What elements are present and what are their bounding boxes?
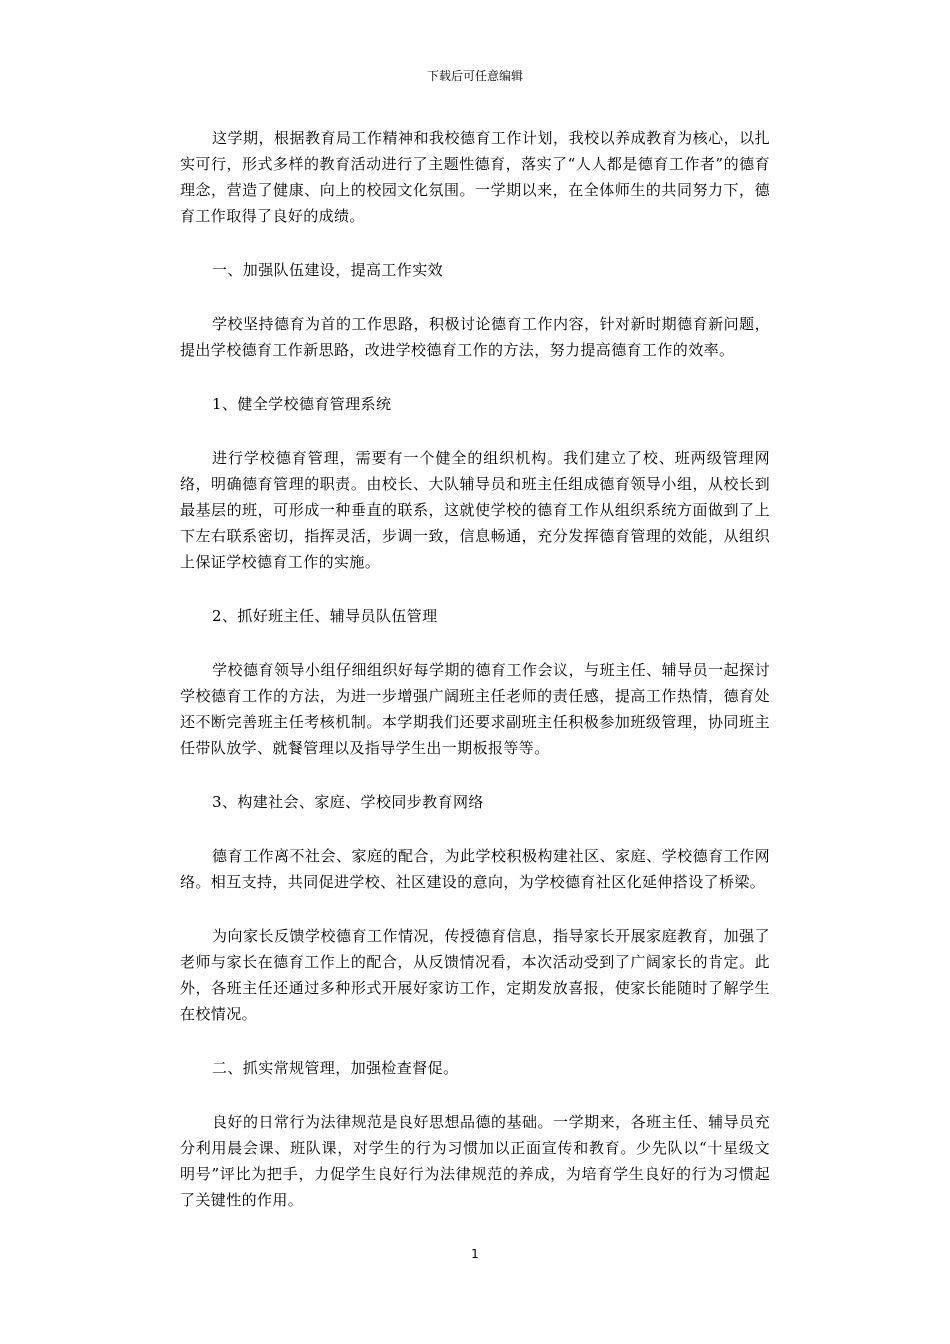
subsection-1-1-paragraph: 进行学校德育管理，需要有一个健全的组织机构。我们建立了校、班两级管理网络，明确德育管理的职责。由校长、大队辅导员和班主任组成德育领导小组，从校长到最基层的班，可形成一种垂直的联系，这就使学校的德育工作从组织系统方面做到了上下左右联系密切，指挥灵活，步调一致，信息畅通，充分发挥德育管理的效能，从组织上保证学校德育工作的实施。 xyxy=(180,449,770,571)
subsection-1-3-paragraph-a: 德育工作离不社会、家庭的配合，为此学校积极构建社区、家庭、学校德育工作网络。相互支持，共同促进学校、社区建设的意向，为学校德育社区化延伸搭设了桥梁。 xyxy=(180,847,770,891)
subsection-heading-1-1: 1、健全学校德育管理系统 xyxy=(212,395,392,413)
section-heading-2: 二、抓实常规管理，加强检查督促。 xyxy=(212,1059,459,1077)
page-number: 1 xyxy=(471,1247,479,1261)
subsection-1-2-paragraph: 学校德育领导小组仔细组织好每学期的德育工作会议，与班主任、辅导员一起探讨学校德育工作的方法，为进一步增强广阔班主任老师的责任感，提高工作热情，德育处还不断完善班主任考核机制。本学期我们还要求副班主任积极参加班级管理，协同班主任带队放学、就餐管理以及指导学生出一期板报等等。 xyxy=(180,661,770,757)
subsection-1-3-paragraph-b: 为向家长反馈学校德育工作情况，传授德育信息，指导家长开展家庭教育，加强了老师与家长在德育工作上的配合，从反馈情况看，本次活动受到了广阔家长的肯定。此外，各班主任还通过多种形式开展好家访工作，定期发放喜报，使家长能随时了解学生在校情况。 xyxy=(180,927,770,1023)
header-note: 下载后可任意编辑 xyxy=(426,69,523,83)
document-body xyxy=(180,125,770,1241)
subsection-heading-1-2: 2、抓好班主任、辅导员队伍管理 xyxy=(212,607,438,625)
section-2-paragraph: 良好的日常行为法律规范是良好思想品德的基础。一学期来，各班主任、辅导员充分利用晨会课、班队课，对学生的行为习惯加以正面宣传和教育。少先队以“十星级文明号”评比为把手，力促学生良好行为法律规范的养成，为培育学生良好的行为习惯起了关键性的作用。 xyxy=(180,1113,770,1209)
subsection-heading-1-3: 3、构建社会、家庭、学校同步教育网络 xyxy=(212,793,484,811)
section-1-paragraph: 学校坚持德育为首的工作思路，积极讨论德育工作内容，针对新时期德育新问题，提出学校德育工作新思路，改进学校德育工作的方法，努力提高德育工作的效率。 xyxy=(180,315,770,359)
intro-paragraph: 这学期，根据教育局工作精神和我校德育工作计划，我校以养成教育为核心，以扎实可行，形式多样的教育活动进行了主题性德育，落实了“人人都是德育工作者”的德育理念，营造了健康、向上的校园文化氛围。一学期以来，在全体师生的共同努力下，德育工作取得了良好的成绩。 xyxy=(180,129,770,225)
section-heading-1: 一、加强队伍建设，提高工作实效 xyxy=(212,261,444,279)
